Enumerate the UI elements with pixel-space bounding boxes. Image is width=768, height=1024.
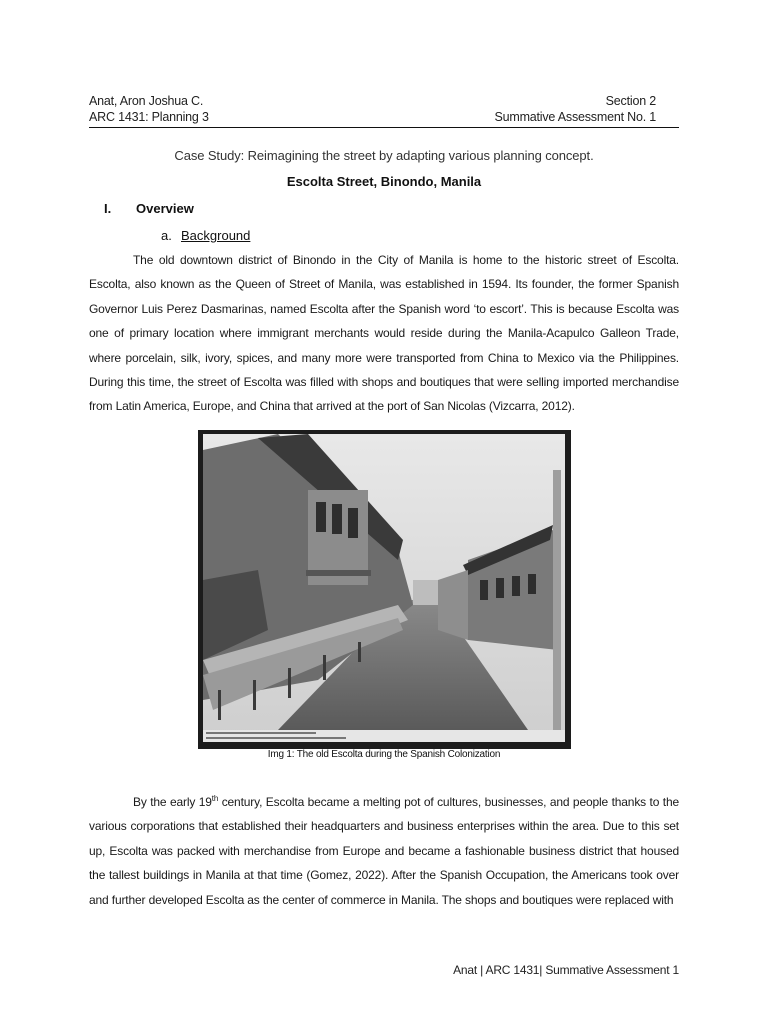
section-title: Overview [136, 201, 194, 216]
author-name: Anat, Aron Joshua C. [89, 94, 204, 108]
paragraph-background [89, 248, 679, 419]
paragraph-text: The old downtown district of Binondo in the City of Manila is home to the historic street of Escolta. Escolta, also known as the Queen of Street of Manila, was established in 1594. Its founder, the former Spanish Governor Luis Perez Dasmarinas, named Escolta after the Spanish word ‘to escort’. This is because Escolta was one of primary location where immigrant merchants would reside during the Manila-Acapulco Galleon Trade, where porcelain, silk, ivory, spices, and many more were transported from China to Mexico via the Philippines. During this time, the street of Escolta was filled with shops and boutiques that were selling imported merchandise from Latin America, Europe, and China that arrived at the port of San Nicolas (Vizcarra, 2012). [89, 253, 679, 414]
subsection-letter: a. [161, 228, 172, 243]
header-rule [89, 127, 679, 128]
section-label: Section 2 [605, 94, 656, 108]
course-code: ARC 1431: Planning 3 [89, 110, 209, 124]
paragraph-nineteenth-century [89, 790, 679, 912]
image-caption: Img 1: The old Escolta during the Spanish Colonization [267, 749, 501, 760]
paragraph-text-start: By the early 19 [133, 795, 212, 809]
assessment-label: Summative Assessment No. 1 [494, 110, 656, 124]
paragraph-text [89, 790, 679, 912]
subsection-title: Background [181, 228, 251, 243]
historic-escolta-photo [198, 430, 571, 749]
page-footer: Anat | ARC 1431| Summative Assessment 1 [453, 963, 679, 977]
paragraph-text-rest: century, Escolta became a melting pot of cultures, businesses, and people thanks to the various corporations that established their headquarters and business enterprises within the area. Due to this set up, Escolta was packed with merchandise from Europe and became a fashionable business district that housed the tallest buildings in Manila at that time (Gomez, 2022). After the Spanish Occupation, the Americans took over and further developed Escolta as the center of commerce in Manila. The shops and boutiques were replaced with [89, 795, 680, 907]
location-title: Escolta Street, Binondo, Manila [286, 174, 482, 189]
superscript-th: th [211, 794, 219, 803]
case-study-title: Case Study: Reimagining the street by adapting various planning concept. [174, 148, 594, 163]
section-number: I. [104, 201, 112, 216]
